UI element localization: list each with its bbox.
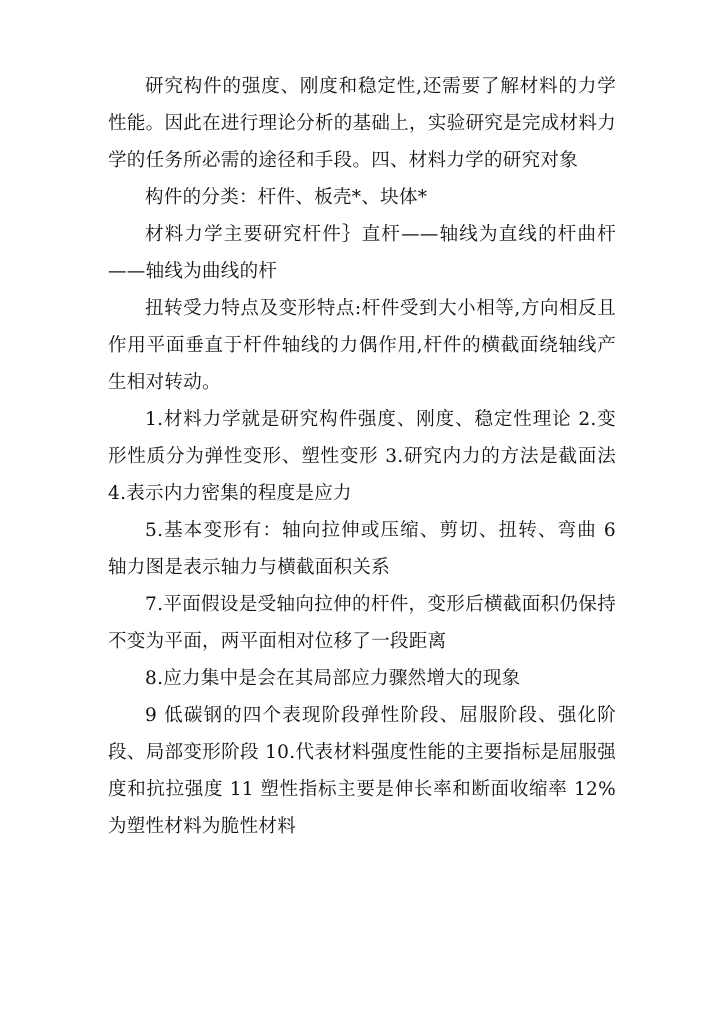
paragraph-material-properties: 研究构件的强度、刚度和稳定性,还需要了解材料的力学性能。因此在进行理论分析的基础上，实验研究是完成材料力学的任务所必需的途径和手段。四、材料力学的研究对象	[108, 76, 616, 171]
paragraph-rod-types: 材料力学主要研究杆件｝直杆——轴线为直线的杆曲杆——轴线为曲线的杆	[108, 224, 616, 282]
paragraph-point-8: 8.应力集中是会在其局部应力骤然增大的现象	[145, 668, 521, 689]
paragraph-point-7: 7.平面假设是受轴向拉伸的杆件，变形后横截面积仍保持不变为平面，两平面相对位移了一段距离	[108, 594, 616, 652]
paragraph-point-9-12: 9 低碳钢的四个表现阶段弹性阶段、屈服阶段、强化阶段、局部变形阶段 10.代表材料强度性能的主要指标是屈服强度和抗拉强度 11 塑性指标主要是伸长率和断面收缩率 12%为塑性材料为脆性材料	[108, 705, 616, 837]
paragraph-component-classification: 构件的分类：杆件、板壳*、块体*	[145, 187, 428, 208]
paragraph-torsion: 扭转受力特点及变形特点:杆件受到大小相等,方向相反且作用平面垂直于杆件轴线的力偶作用,杆件的横截面绕轴线产生相对转动。	[108, 298, 616, 393]
paragraph-point-1-4: 1.材料力学就是研究构件强度、刚度、稳定性理论 2.变形性质分为弹性变形、塑性变形 3.研究内力的方法是截面法 4.表示内力密集的程度是应力	[108, 409, 616, 504]
paragraph-point-5-6: 5.基本变形有：轴向拉伸或压缩、剪切、扭转、弯曲 6 轴力图是表示轴力与横截面积关系	[108, 520, 616, 578]
